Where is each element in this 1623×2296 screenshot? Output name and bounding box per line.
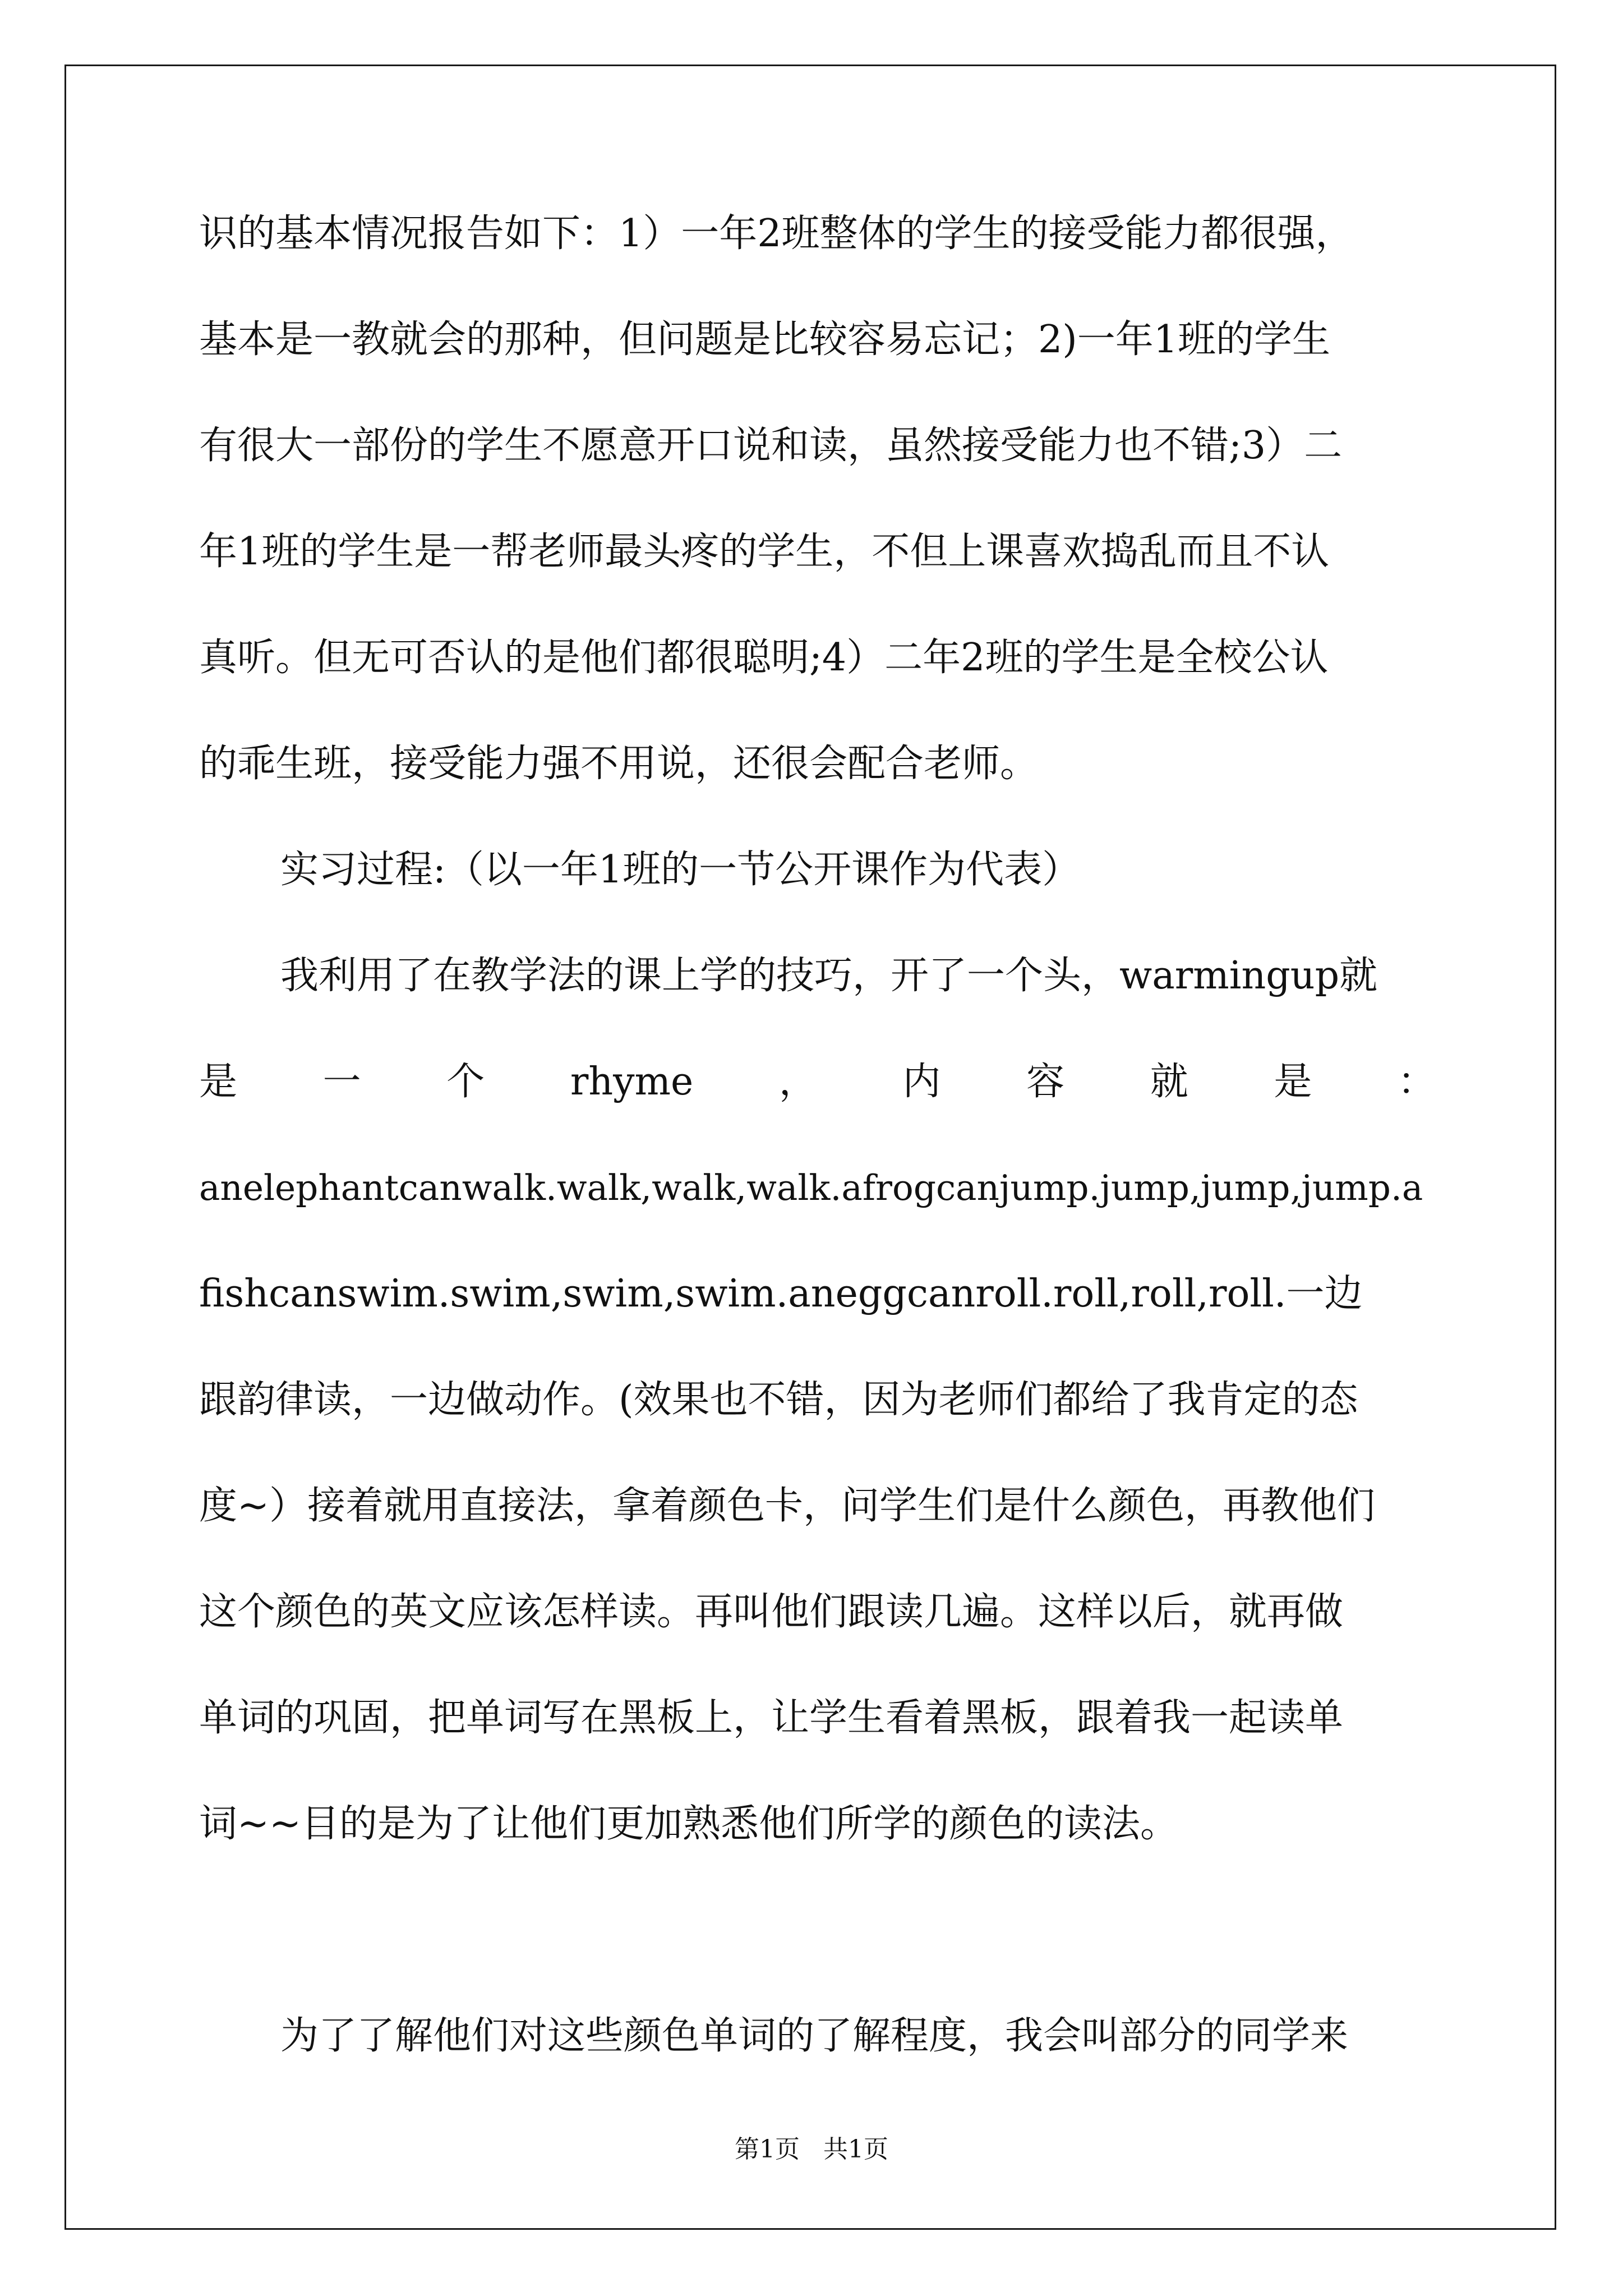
text-line: 跟韵律读，一边做动作。(效果也不错，因为老师们都给了我肯定的态 — [199, 1378, 1358, 1422]
text-fragment: 是 — [199, 1060, 238, 1104]
text-line — [199, 1029, 1436, 1135]
text-line — [199, 1877, 1436, 1983]
document-body — [199, 181, 1436, 2089]
text-line: 真听。但无可否认的是他们都很聪明;4）二年2班的学生是全校公认 — [199, 636, 1329, 680]
text-line: 为了了解他们对这些颜色单词的了解程度，我会叫部分的同学来 — [280, 2014, 1349, 2058]
text-line: 年1班的学生是一帮老师最头疼的学生，不但上课喜欢捣乱而且不认 — [199, 530, 1330, 574]
text-fragment: ： — [1397, 1060, 1436, 1104]
text-fragment: 内 — [902, 1060, 941, 1104]
text-line: 单词的巩固，把单词写在黑板上，让学生看着黑板，跟着我一起读单 — [199, 1696, 1344, 1740]
text-line: 度~）接着就用直接法，拿着颜色卡，问学生们是什么颜色，再教他们 — [199, 1484, 1375, 1528]
text-line: 的乖生班，接受能力强不用说，还很会配合老师。 — [199, 742, 1039, 786]
text-fragment: 个 — [446, 1060, 485, 1104]
text-line: 有很大一部份的学生不愿意开口说和读，虽然接受能力也不错;3）二 — [199, 424, 1343, 468]
text-line: 基本是一教就会的那种，但问题是比较容易忘记；2)一年1班的学生 — [199, 318, 1331, 362]
text-line: 词~~目的是为了让他们更加熟悉他们所学的颜色的读法。 — [199, 1802, 1178, 1846]
text-fragment: 是 — [1274, 1060, 1312, 1104]
text-fragment: ， — [778, 1060, 817, 1104]
text-line: 实习过程:（以一年1班的一节公开课作为代表） — [280, 848, 1081, 892]
text-line: fishcanswim.swim,swim,swim.aneggcanroll.roll,roll,roll.一边 — [199, 1272, 1363, 1316]
text-line: 识的基本情况报告如下：1）一年2班整体的学生的接受能力都很强， — [199, 211, 1354, 256]
text-fragment: 容 — [1026, 1060, 1065, 1104]
page-footer: 第1页 共1页 — [735, 2135, 888, 2164]
text-line: 这个颜色的英文应该怎样读。再叫他们跟读几遍。这样以后，就再做 — [199, 1590, 1344, 1634]
text-line: 我利用了在教学法的课上学的技巧，开了一个头，warmingup就 — [280, 954, 1378, 998]
text-fragment: rhyme — [570, 1060, 694, 1104]
text-fragment: 一 — [322, 1060, 361, 1104]
text-fragment: 就 — [1150, 1060, 1188, 1104]
text-line: anelephantcanwalk.walk,walk,walk.afrogcanjump.jump,jump,jump.a — [199, 1167, 1423, 1208]
